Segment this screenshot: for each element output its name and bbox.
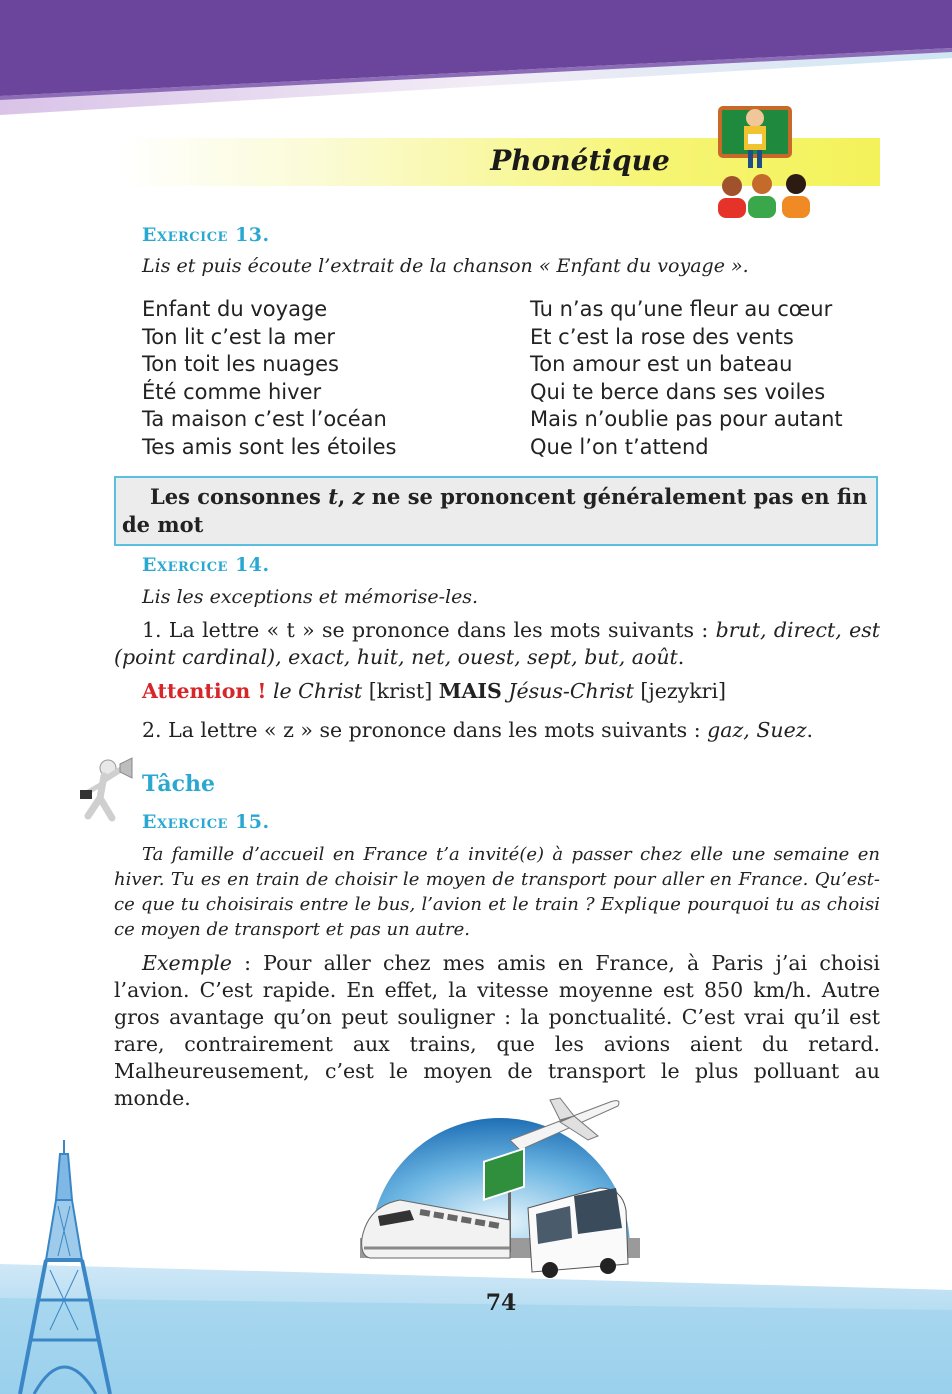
item2-prefix: 2. La lettre « z » se prononce dans les mots suivants :: [142, 718, 708, 742]
poem-line: Ton lit c’est la mer: [142, 324, 336, 349]
attention-example-1: le Christ: [272, 679, 363, 703]
poem-line: Tu n’as qu’une fleur au cœur: [530, 297, 833, 321]
attention-example-2: Jésus-Christ: [508, 679, 634, 703]
attention-line: [142, 678, 882, 705]
rule-letter-t: t: [328, 484, 338, 509]
example-text: : Pour aller chez mes amis en France, à Paris j’ai choisi l’avion. C’est rapide. En effet, la vitesse moyenne est 850 km/h. Autre gros avantage qu’on peut souligner : la ponctualité. C’est vrai qu’il est rare, contrairement aux trains, que les avions aient du retard. Malheureusement, c’est le moyen de transport le plus polluant au monde.: [114, 951, 880, 1110]
running-man-megaphone-icon: [74, 756, 138, 826]
poem-line: Que l’on t’attend: [530, 434, 709, 459]
item1-end: .: [677, 645, 685, 669]
poem-line: Qui te berce dans ses voiles: [530, 379, 826, 404]
poem-right-column: [530, 296, 890, 461]
item1-words: brut, direct, est (point cardinal), exact, huit, net, ouest, sept, but, août: [114, 618, 880, 669]
example-label: Exemple: [142, 951, 232, 975]
page-number: 74: [485, 1290, 517, 1316]
eiffel-tower-icon: [0, 1140, 120, 1394]
exercise-14-heading: Exercice 14.: [142, 554, 270, 576]
tache-heading: Tâche: [142, 771, 215, 797]
rule-part1: Les consonnes: [150, 484, 329, 509]
poem-line: Enfant du voyage: [142, 297, 328, 321]
exercise-13-heading: Exercice 13.: [142, 224, 270, 246]
poem-line: Ton amour est un bateau: [530, 352, 793, 376]
attention-label: Attention !: [142, 679, 267, 703]
exercise-15-instruction: Ta famille d’accueil en France t’a invité(e) à passer chez elle une semaine en hiver. Tu es en train de choisir le moyen de transport pour aller en France. Qu’est-ce que tu choisirais entre le bus, l’avion et le train ? Explique pourquoi tu as choisi ce moyen de transport et pas un autre.: [114, 844, 880, 940]
item1-prefix: 1. La lettre « t » se prononce dans les mots suivants :: [142, 618, 716, 642]
exercise-14-item-2: [142, 717, 882, 744]
poem-line: Et c’est la rose des vents: [530, 324, 794, 349]
rule-letter-z: z: [352, 484, 365, 509]
exercise-14-item-1: [114, 617, 880, 671]
rule-comma: ,: [337, 484, 353, 509]
transport-illustration: [360, 1088, 640, 1280]
item2-end: .: [806, 718, 814, 742]
exercise-14-instruction: Lis les exceptions et mémorise-les.: [142, 586, 479, 608]
attention-pronunciation-1: [krist]: [368, 679, 433, 703]
attention-mais: MAIS: [438, 679, 502, 703]
section-title: Phonétique: [490, 144, 670, 177]
poem-line: Mais n’oublie pas pour autant: [530, 407, 843, 431]
exercise-15-heading: Exercice 15.: [142, 811, 270, 833]
rule-text: [122, 483, 874, 539]
teacher-classroom-icon: [712, 104, 818, 222]
poem-line: Ta maison c’est l’océan: [142, 407, 387, 431]
exercise-13-instruction: Lis et puis écoute l’extrait de la chanson « Enfant du voyage ».: [142, 255, 749, 277]
poem-line: Ton toit les nuages: [142, 352, 339, 376]
poem-line: Tes amis sont les étoiles: [142, 434, 397, 459]
poem-left-column: [142, 296, 512, 461]
attention-pronunciation-2: [jezykri]: [640, 679, 727, 703]
rule-part2: ne se prononcent généralement pas en fin de mot: [122, 484, 868, 537]
poem-line: Été comme hiver: [142, 379, 322, 404]
item2-words: gaz, Suez: [707, 718, 807, 742]
